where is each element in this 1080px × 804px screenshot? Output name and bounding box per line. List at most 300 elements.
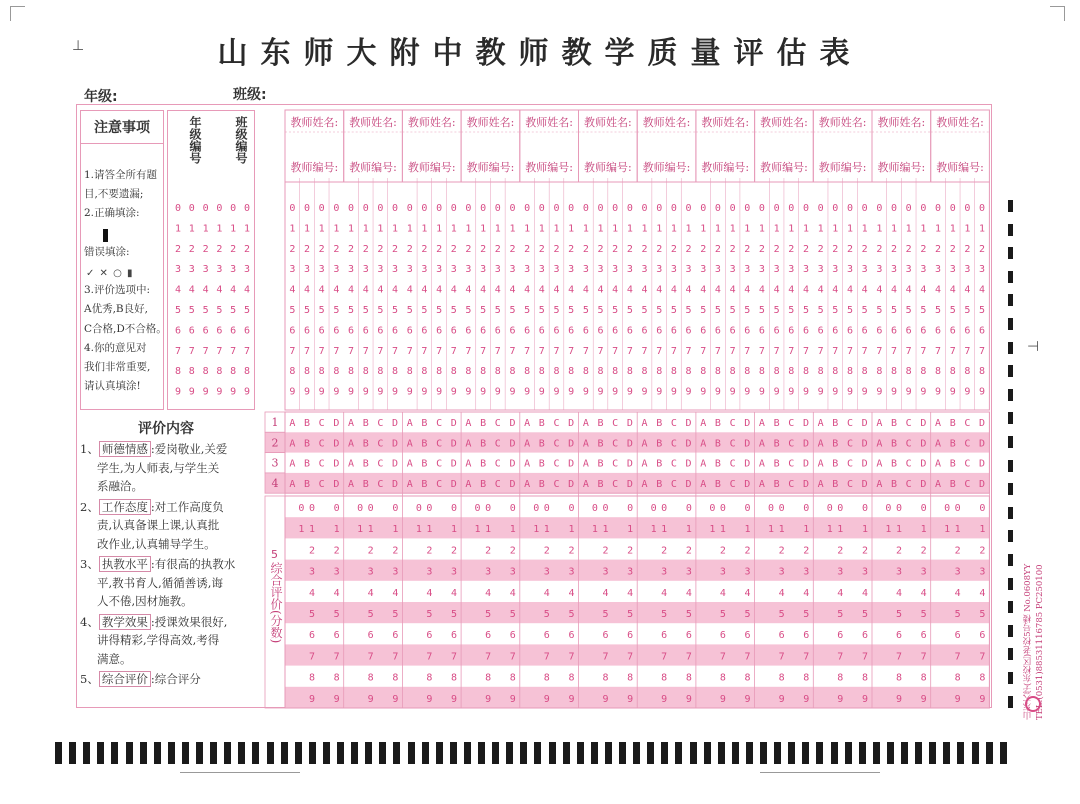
option-bubble[interactable]: D xyxy=(626,418,633,429)
teacher-code-digit-bubble[interactable]: 7 xyxy=(553,345,560,357)
teacher-code-digit-bubble[interactable]: 2 xyxy=(289,243,296,255)
option-bubble[interactable]: D xyxy=(333,438,340,450)
score-digit-bubble[interactable]: 6 xyxy=(485,630,492,642)
score-digit-bubble[interactable]: 0 xyxy=(627,503,634,514)
teacher-code-digit-bubble[interactable]: 8 xyxy=(362,366,369,378)
code-digit-bubble[interactable]: 7 xyxy=(216,345,223,357)
score-digit-bubble[interactable]: 3 xyxy=(627,566,634,578)
option-bubble[interactable]: C xyxy=(553,418,560,429)
teacher-code-digit-bubble[interactable]: 4 xyxy=(685,284,692,296)
score-digit-bubble[interactable]: 4 xyxy=(627,587,634,599)
code-digit-bubble[interactable]: 8 xyxy=(216,366,223,378)
score-digit-bubble[interactable]: 9 xyxy=(920,693,927,705)
teacher-code-digit-bubble[interactable]: 5 xyxy=(406,305,413,316)
score-digit-bubble[interactable]: 2 xyxy=(661,545,668,557)
teacher-code-digit-bubble[interactable]: 2 xyxy=(303,243,311,255)
teacher-code-digit-bubble[interactable]: 8 xyxy=(744,366,751,378)
score-digit-bubble[interactable]: 8 xyxy=(485,672,492,684)
teacher-code-digit-bubble[interactable]: 3 xyxy=(729,264,736,276)
teacher-code-digit-bubble[interactable]: 2 xyxy=(392,243,399,255)
option-bubble[interactable]: A xyxy=(700,478,707,490)
option-bubble[interactable]: C xyxy=(846,458,854,470)
score-digit-bubble[interactable]: 1 xyxy=(451,524,458,536)
teacher-code-digit-bubble[interactable]: 1 xyxy=(626,223,633,235)
teacher-code-digit-bubble[interactable]: 0 xyxy=(421,203,428,214)
option-bubble[interactable]: C xyxy=(377,478,384,490)
teacher-code-digit-bubble[interactable]: 7 xyxy=(920,345,927,357)
score-digit-bubble[interactable]: 8 xyxy=(837,672,844,684)
score-digit-bubble[interactable]: 4 xyxy=(719,587,726,599)
option-bubble[interactable]: C xyxy=(494,418,501,429)
teacher-code-digit-bubble[interactable]: 6 xyxy=(626,325,633,337)
option-bubble[interactable]: C xyxy=(729,478,736,490)
option-bubble[interactable]: B xyxy=(714,438,721,450)
teacher-code-digit-bubble[interactable]: 0 xyxy=(597,203,604,214)
teacher-code-digit-bubble[interactable]: 5 xyxy=(392,305,399,316)
teacher-code-digit-bubble[interactable]: 7 xyxy=(318,345,325,357)
teacher-code-digit-bubble[interactable]: 7 xyxy=(392,345,399,357)
teacher-code-digit-bubble[interactable]: 6 xyxy=(729,325,736,337)
score-digit-bubble[interactable]: 3 xyxy=(543,566,550,578)
teacher-code-digit-bubble[interactable]: 8 xyxy=(406,366,413,378)
teacher-code-digit-bubble[interactable]: 7 xyxy=(861,345,868,357)
teacher-code-digit-bubble[interactable]: 2 xyxy=(935,243,942,255)
teacher-code-digit-bubble[interactable]: 6 xyxy=(524,325,531,337)
teacher-code-digit-bubble[interactable]: 3 xyxy=(406,264,413,276)
option-bubble[interactable]: C xyxy=(612,438,619,450)
score-digit-bubble[interactable]: 2 xyxy=(979,545,986,557)
option-bubble[interactable]: D xyxy=(802,438,809,450)
option-bubble[interactable]: C xyxy=(436,478,443,490)
teacher-code-digit-bubble[interactable]: 3 xyxy=(582,264,589,276)
score-digit-bubble[interactable]: 0 xyxy=(709,503,716,514)
teacher-code-digit-bubble[interactable]: 4 xyxy=(524,284,531,296)
option-bubble[interactable]: A xyxy=(817,478,824,490)
option-bubble[interactable]: C xyxy=(377,458,384,470)
option-bubble[interactable]: B xyxy=(421,458,428,470)
score-digit-bubble[interactable]: 2 xyxy=(426,545,433,557)
score-digit-bubble[interactable]: 3 xyxy=(485,566,492,578)
teacher-code-digit-bubble[interactable]: 8 xyxy=(890,366,898,378)
option-bubble[interactable]: B xyxy=(303,458,311,470)
code-digit-bubble[interactable]: 1 xyxy=(243,223,251,235)
option-bubble[interactable]: B xyxy=(890,418,898,429)
teacher-code-digit-bubble[interactable]: 8 xyxy=(729,366,736,378)
teacher-code-digit-bubble[interactable]: 6 xyxy=(861,325,868,337)
teacher-code-digit-bubble[interactable]: 1 xyxy=(949,223,956,235)
score-digit-bubble[interactable]: 1 xyxy=(333,524,340,536)
teacher-code-digit-bubble[interactable]: 5 xyxy=(465,305,472,316)
teacher-code-digit-bubble[interactable]: 3 xyxy=(333,264,340,276)
option-bubble[interactable]: C xyxy=(964,458,971,470)
option-bubble[interactable]: B xyxy=(832,418,839,429)
score-digit-bubble[interactable]: 5 xyxy=(803,609,810,620)
teacher-code-digit-bubble[interactable]: 3 xyxy=(817,264,824,276)
score-digit-bubble[interactable]: 2 xyxy=(719,545,726,557)
score-digit-bubble[interactable]: 4 xyxy=(333,587,340,599)
score-digit-bubble[interactable]: 1 xyxy=(778,524,785,536)
teacher-code-digit-bubble[interactable]: 9 xyxy=(553,386,560,398)
score-digit-bubble[interactable]: 1 xyxy=(744,524,751,536)
teacher-code-digit-bubble[interactable]: 2 xyxy=(597,243,604,255)
score-digit-bubble[interactable]: 7 xyxy=(979,651,986,663)
option-bubble[interactable]: A xyxy=(876,458,883,470)
teacher-code-digit-bubble[interactable]: 3 xyxy=(949,264,956,276)
score-digit-bubble[interactable]: 5 xyxy=(451,609,458,620)
option-bubble[interactable]: C xyxy=(846,418,854,429)
option-bubble[interactable]: C xyxy=(612,418,619,429)
option-bubble[interactable]: C xyxy=(905,438,912,450)
teacher-code-digit-bubble[interactable]: 7 xyxy=(612,345,619,357)
teacher-code-digit-bubble[interactable]: 6 xyxy=(846,325,854,337)
score-digit-bubble[interactable]: 9 xyxy=(543,693,550,705)
teacher-code-digit-bubble[interactable]: 3 xyxy=(876,264,883,276)
teacher-code-digit-bubble[interactable]: 6 xyxy=(670,325,677,337)
score-digit-bubble[interactable]: 5 xyxy=(367,609,374,620)
score-digit-bubble[interactable]: 6 xyxy=(979,630,986,642)
teacher-code-digit-bubble[interactable]: 9 xyxy=(905,386,912,398)
teacher-code-digit-bubble[interactable]: 8 xyxy=(700,366,707,378)
teacher-code-digit-bubble[interactable]: 3 xyxy=(802,264,809,276)
option-bubble[interactable]: A xyxy=(465,418,472,429)
teacher-code-digit-bubble[interactable]: 1 xyxy=(773,223,780,235)
option-bubble[interactable]: C xyxy=(612,478,619,490)
score-digit-bubble[interactable]: 0 xyxy=(568,503,575,514)
score-digit-bubble[interactable]: 3 xyxy=(426,566,433,578)
code-digit-bubble[interactable]: 1 xyxy=(230,223,237,235)
teacher-code-digit-bubble[interactable]: 2 xyxy=(450,243,457,255)
score-digit-bubble[interactable]: 2 xyxy=(744,545,751,557)
teacher-code-digit-bubble[interactable]: 6 xyxy=(377,325,384,337)
score-digit-bubble[interactable]: 0 xyxy=(944,503,951,514)
teacher-code-digit-bubble[interactable]: 1 xyxy=(538,223,545,235)
score-digit-bubble[interactable]: 8 xyxy=(979,672,986,684)
option-bubble[interactable]: A xyxy=(935,438,942,450)
score-digit-bubble[interactable]: 1 xyxy=(591,524,598,536)
score-digit-bubble[interactable]: 3 xyxy=(333,566,340,578)
score-digit-bubble[interactable]: 0 xyxy=(661,503,668,514)
teacher-code-digit-bubble[interactable]: 9 xyxy=(773,386,780,398)
teacher-code-digit-bubble[interactable]: 6 xyxy=(714,325,721,337)
teacher-code-digit-bubble[interactable]: 3 xyxy=(480,264,487,276)
teacher-code-digit-bubble[interactable]: 2 xyxy=(494,243,501,255)
score-digit-bubble[interactable]: 0 xyxy=(602,503,609,514)
teacher-code-digit-bubble[interactable]: 8 xyxy=(714,366,721,378)
score-digit-bubble[interactable]: 7 xyxy=(333,651,340,663)
score-digit-bubble[interactable]: 5 xyxy=(685,609,692,620)
score-digit-bubble[interactable]: 9 xyxy=(979,693,986,705)
teacher-code-digit-bubble[interactable]: 3 xyxy=(626,264,633,276)
teacher-code-digit-bubble[interactable]: 4 xyxy=(509,284,516,296)
option-bubble[interactable]: A xyxy=(582,478,589,490)
teacher-code-digit-bubble[interactable]: 5 xyxy=(700,305,707,316)
score-digit-bubble[interactable]: 1 xyxy=(885,524,892,536)
teacher-code-digit-bubble[interactable]: 1 xyxy=(465,223,472,235)
teacher-code-digit-bubble[interactable]: 1 xyxy=(582,223,589,235)
teacher-code-digit-bubble[interactable]: 7 xyxy=(568,345,575,357)
teacher-code-digit-bubble[interactable]: 9 xyxy=(538,386,545,398)
teacher-code-digit-bubble[interactable]: 1 xyxy=(494,223,501,235)
score-digit-bubble[interactable]: 6 xyxy=(543,630,550,642)
teacher-code-digit-bubble[interactable]: 2 xyxy=(538,243,545,255)
teacher-code-digit-bubble[interactable]: 5 xyxy=(949,305,956,316)
teacher-code-digit-bubble[interactable]: 3 xyxy=(568,264,575,276)
teacher-code-digit-bubble[interactable]: 5 xyxy=(817,305,824,316)
option-bubble[interactable]: A xyxy=(582,438,589,450)
score-digit-bubble[interactable]: 2 xyxy=(627,545,634,557)
option-bubble[interactable]: D xyxy=(392,478,399,490)
teacher-code-digit-bubble[interactable]: 9 xyxy=(729,386,736,398)
teacher-code-digit-bubble[interactable]: 7 xyxy=(480,345,487,357)
option-bubble[interactable]: A xyxy=(876,418,883,429)
teacher-code-digit-bubble[interactable]: 1 xyxy=(480,223,487,235)
option-bubble[interactable]: D xyxy=(450,478,457,490)
teacher-code-digit-bubble[interactable]: 8 xyxy=(597,366,604,378)
teacher-code-digit-bubble[interactable]: 6 xyxy=(436,325,443,337)
teacher-code-digit-bubble[interactable]: 5 xyxy=(744,305,751,316)
score-digit-bubble[interactable]: 7 xyxy=(861,651,868,663)
teacher-code-digit-bubble[interactable]: 6 xyxy=(289,325,296,337)
teacher-code-digit-bubble[interactable]: 6 xyxy=(597,325,604,337)
option-bubble[interactable]: A xyxy=(817,458,824,470)
teacher-code-digit-bubble[interactable]: 5 xyxy=(553,305,560,316)
option-bubble[interactable]: B xyxy=(303,418,311,429)
teacher-code-digit-bubble[interactable]: 2 xyxy=(641,243,648,255)
option-bubble[interactable]: A xyxy=(524,438,531,450)
score-digit-bubble[interactable]: 9 xyxy=(333,693,340,705)
teacher-code-digit-bubble[interactable]: 1 xyxy=(450,223,457,235)
option-bubble[interactable]: B xyxy=(303,438,311,450)
option-bubble[interactable]: C xyxy=(494,478,501,490)
teacher-code-digit-bubble[interactable]: 9 xyxy=(289,386,296,398)
teacher-code-digit-bubble[interactable]: 8 xyxy=(553,366,560,378)
option-bubble[interactable]: D xyxy=(392,418,399,429)
score-digit-bubble[interactable]: 9 xyxy=(661,693,668,705)
option-bubble[interactable]: D xyxy=(744,458,751,470)
code-digit-bubble[interactable]: 0 xyxy=(174,203,182,214)
teacher-code-digit-bubble[interactable]: 0 xyxy=(509,203,516,214)
score-digit-bubble[interactable]: 1 xyxy=(568,524,575,536)
teacher-code-digit-bubble[interactable]: 9 xyxy=(465,386,472,398)
teacher-code-digit-bubble[interactable]: 4 xyxy=(480,284,487,296)
score-digit-bubble[interactable]: 5 xyxy=(543,609,550,620)
teacher-code-digit-bubble[interactable]: 8 xyxy=(509,366,516,378)
score-digit-bubble[interactable]: 9 xyxy=(895,693,903,705)
score-digit-bubble[interactable]: 9 xyxy=(954,693,961,705)
teacher-code-digit-bubble[interactable]: 5 xyxy=(480,305,487,316)
option-bubble[interactable]: C xyxy=(846,438,854,450)
option-bubble[interactable]: D xyxy=(802,418,809,429)
teacher-code-digit-bubble[interactable]: 2 xyxy=(861,243,868,255)
teacher-code-digit-bubble[interactable]: 3 xyxy=(553,264,560,276)
option-bubble[interactable]: A xyxy=(700,458,707,470)
teacher-code-digit-bubble[interactable]: 1 xyxy=(876,223,883,235)
option-bubble[interactable]: C xyxy=(318,478,325,490)
code-digit-bubble[interactable]: 1 xyxy=(202,223,209,235)
teacher-code-digit-bubble[interactable]: 9 xyxy=(964,386,971,398)
option-bubble[interactable]: C xyxy=(964,478,971,490)
teacher-code-digit-bubble[interactable]: 6 xyxy=(758,325,765,337)
score-digit-bubble[interactable]: 6 xyxy=(954,630,961,642)
score-digit-bubble[interactable]: 7 xyxy=(568,651,575,663)
teacher-code-digit-bubble[interactable]: 6 xyxy=(553,325,560,337)
teacher-code-digit-bubble[interactable]: 8 xyxy=(303,366,311,378)
score-digit-bubble[interactable]: 7 xyxy=(367,651,374,663)
teacher-code-digit-bubble[interactable]: 3 xyxy=(979,264,986,276)
teacher-code-digit-bubble[interactable]: 9 xyxy=(303,386,311,398)
teacher-code-digit-bubble[interactable]: 0 xyxy=(377,203,384,214)
teacher-code-digit-bubble[interactable]: 5 xyxy=(289,305,296,316)
score-digit-bubble[interactable]: 5 xyxy=(719,609,726,620)
score-digit-bubble[interactable]: 3 xyxy=(661,566,668,578)
option-bubble[interactable]: C xyxy=(318,418,325,429)
score-digit-bubble[interactable]: 4 xyxy=(837,587,844,599)
teacher-code-digit-bubble[interactable]: 1 xyxy=(318,223,325,235)
teacher-code-digit-bubble[interactable]: 0 xyxy=(480,203,487,214)
code-digit-bubble[interactable]: 1 xyxy=(174,223,182,235)
teacher-code-digit-bubble[interactable]: 5 xyxy=(802,305,809,316)
option-bubble[interactable]: B xyxy=(773,418,780,429)
teacher-code-digit-bubble[interactable]: 3 xyxy=(289,264,296,276)
score-digit-bubble[interactable]: 3 xyxy=(778,566,785,578)
score-digit-bubble[interactable]: 0 xyxy=(533,503,540,514)
option-bubble[interactable]: A xyxy=(406,418,413,429)
teacher-code-digit-bubble[interactable]: 6 xyxy=(303,325,311,337)
teacher-code-digit-bubble[interactable]: 1 xyxy=(421,223,428,235)
teacher-code-digit-bubble[interactable]: 3 xyxy=(758,264,765,276)
teacher-code-digit-bubble[interactable]: 7 xyxy=(406,345,413,357)
code-digit-bubble[interactable]: 0 xyxy=(230,203,237,214)
score-digit-bubble[interactable]: 2 xyxy=(451,545,458,557)
score-digit-bubble[interactable]: 8 xyxy=(451,672,458,684)
score-digit-bubble[interactable]: 7 xyxy=(778,651,785,663)
score-digit-bubble[interactable]: 6 xyxy=(661,630,668,642)
option-bubble[interactable]: D xyxy=(568,458,575,470)
score-digit-bubble[interactable]: 9 xyxy=(308,693,316,705)
teacher-code-digit-bubble[interactable]: 3 xyxy=(436,264,443,276)
score-digit-bubble[interactable]: 1 xyxy=(719,524,726,536)
teacher-code-digit-bubble[interactable]: 3 xyxy=(538,264,545,276)
score-digit-bubble[interactable]: 5 xyxy=(485,609,492,620)
teacher-code-digit-bubble[interactable]: 7 xyxy=(582,345,589,357)
score-digit-bubble[interactable]: 1 xyxy=(979,524,986,536)
option-bubble[interactable]: D xyxy=(920,438,927,450)
option-bubble[interactable]: D xyxy=(979,478,986,490)
score-digit-bubble[interactable]: 0 xyxy=(451,503,458,514)
score-digit-bubble[interactable]: 4 xyxy=(367,587,374,599)
option-bubble[interactable]: C xyxy=(377,438,384,450)
option-bubble[interactable]: A xyxy=(406,478,413,490)
teacher-code-digit-bubble[interactable]: 3 xyxy=(612,264,619,276)
option-bubble[interactable]: A xyxy=(758,478,765,490)
score-digit-bubble[interactable]: 2 xyxy=(543,545,550,557)
teacher-code-digit-bubble[interactable]: 3 xyxy=(597,264,604,276)
teacher-code-digit-bubble[interactable]: 9 xyxy=(656,386,663,398)
score-digit-bubble[interactable]: 4 xyxy=(895,587,903,599)
code-digit-bubble[interactable]: 7 xyxy=(188,345,195,357)
score-digit-bubble[interactable]: 8 xyxy=(744,672,751,684)
score-digit-bubble[interactable]: 8 xyxy=(308,672,316,684)
teacher-code-digit-bubble[interactable]: 8 xyxy=(377,366,384,378)
option-bubble[interactable]: C xyxy=(670,438,677,450)
teacher-code-digit-bubble[interactable]: 2 xyxy=(817,243,824,255)
score-digit-bubble[interactable]: 0 xyxy=(744,503,751,514)
score-digit-bubble[interactable]: 4 xyxy=(392,587,399,599)
teacher-code-digit-bubble[interactable]: 2 xyxy=(846,243,854,255)
option-bubble[interactable]: B xyxy=(597,478,604,490)
teacher-code-digit-bubble[interactable]: 5 xyxy=(832,305,839,316)
option-bubble[interactable]: D xyxy=(802,478,809,490)
score-digit-bubble[interactable]: 1 xyxy=(426,524,433,536)
teacher-code-digit-bubble[interactable]: 1 xyxy=(685,223,692,235)
score-digit-bubble[interactable]: 3 xyxy=(367,566,374,578)
teacher-code-digit-bubble[interactable]: 5 xyxy=(905,305,912,316)
teacher-code-digit-bubble[interactable]: 2 xyxy=(377,243,384,255)
score-digit-bubble[interactable]: 3 xyxy=(861,566,868,578)
score-digit-bubble[interactable]: 1 xyxy=(602,524,609,536)
teacher-code-digit-bubble[interactable]: 8 xyxy=(964,366,971,378)
teacher-code-digit-bubble[interactable]: 6 xyxy=(979,325,986,337)
score-digit-bubble[interactable]: 1 xyxy=(485,524,492,536)
teacher-code-digit-bubble[interactable]: 6 xyxy=(348,325,355,337)
score-digit-bubble[interactable]: 0 xyxy=(861,503,868,514)
option-bubble[interactable]: C xyxy=(436,418,443,429)
score-digit-bubble[interactable]: 1 xyxy=(954,524,961,536)
score-digit-bubble[interactable]: 0 xyxy=(768,503,775,514)
teacher-code-digit-bubble[interactable]: 3 xyxy=(465,264,472,276)
teacher-code-digit-bubble[interactable]: 3 xyxy=(494,264,501,276)
code-digit-bubble[interactable]: 8 xyxy=(188,366,195,378)
option-bubble[interactable]: C xyxy=(964,438,971,450)
teacher-code-digit-bubble[interactable]: 9 xyxy=(436,386,443,398)
code-digit-bubble[interactable]: 0 xyxy=(243,203,251,214)
score-digit-bubble[interactable]: 3 xyxy=(954,566,961,578)
teacher-code-digit-bubble[interactable]: 4 xyxy=(656,284,663,296)
score-digit-bubble[interactable]: 5 xyxy=(837,609,844,620)
teacher-code-digit-bubble[interactable]: 0 xyxy=(979,203,986,214)
teacher-code-digit-bubble[interactable]: 3 xyxy=(788,264,795,276)
option-bubble[interactable]: A xyxy=(641,438,648,450)
teacher-code-digit-bubble[interactable]: 1 xyxy=(788,223,795,235)
score-digit-bubble[interactable]: 7 xyxy=(451,651,458,663)
code-digit-bubble[interactable]: 0 xyxy=(216,203,223,214)
teacher-code-digit-bubble[interactable]: 8 xyxy=(846,366,854,378)
option-bubble[interactable]: C xyxy=(318,458,325,470)
score-digit-bubble[interactable]: 4 xyxy=(803,587,810,599)
teacher-code-digit-bubble[interactable]: 2 xyxy=(568,243,575,255)
score-digit-bubble[interactable]: 0 xyxy=(426,503,433,514)
teacher-code-digit-bubble[interactable]: 2 xyxy=(905,243,912,255)
option-bubble[interactable]: C xyxy=(788,478,795,490)
score-digit-bubble[interactable]: 6 xyxy=(392,630,399,642)
score-digit-bubble[interactable]: 7 xyxy=(895,651,903,663)
score-digit-bubble[interactable]: 8 xyxy=(392,672,399,684)
teacher-code-digit-bubble[interactable]: 6 xyxy=(494,325,501,337)
score-digit-bubble[interactable]: 0 xyxy=(778,503,785,514)
teacher-code-digit-bubble[interactable]: 4 xyxy=(392,284,399,296)
option-bubble[interactable]: D xyxy=(392,458,399,470)
option-bubble[interactable]: B xyxy=(538,458,545,470)
code-digit-bubble[interactable]: 8 xyxy=(202,366,209,378)
teacher-code-digit-bubble[interactable]: 2 xyxy=(802,243,809,255)
teacher-code-digit-bubble[interactable]: 8 xyxy=(494,366,501,378)
score-digit-bubble[interactable]: 6 xyxy=(803,630,810,642)
score-digit-bubble[interactable]: 7 xyxy=(426,651,433,663)
teacher-code-digit-bubble[interactable]: 2 xyxy=(876,243,883,255)
score-digit-bubble[interactable]: 3 xyxy=(509,566,516,578)
teacher-code-digit-bubble[interactable]: 7 xyxy=(773,345,780,357)
teacher-code-digit-bubble[interactable]: 5 xyxy=(979,305,986,316)
